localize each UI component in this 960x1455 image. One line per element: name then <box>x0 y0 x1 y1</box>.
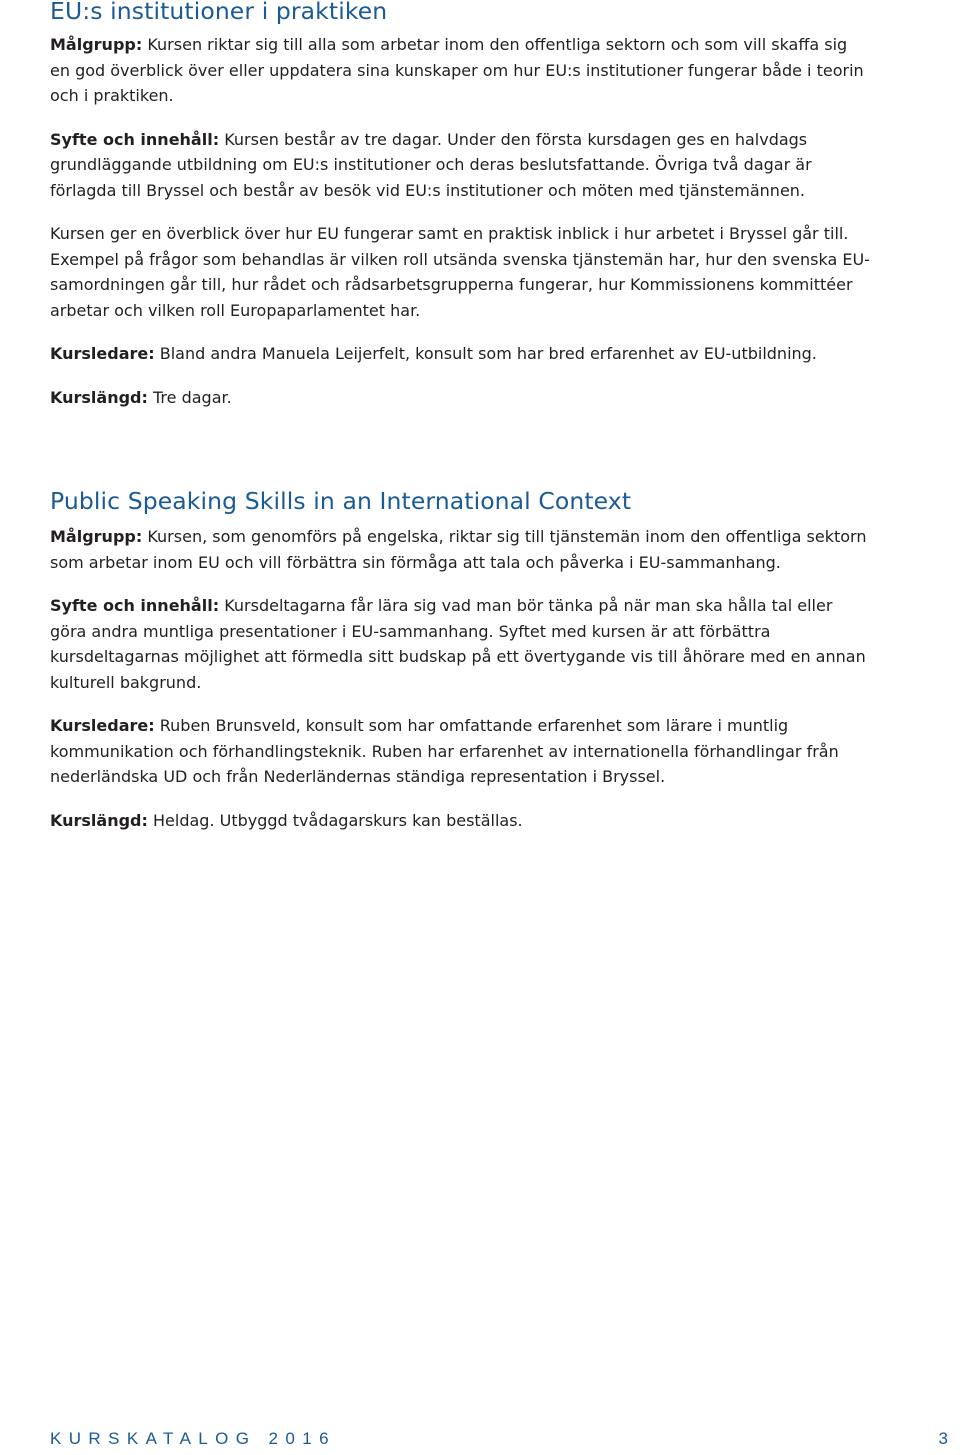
purpose-text: Kursen består av tre dagar. Under den första kursdagen ges en halvdags grundläggande utbildning om EU:s institutioner och deras beslutsfattande. Övriga två dagar är förlagda till Bryssel och består av besök vid EU:s institutioner och möten med tjänstemännen. <box>50 129 812 200</box>
course-title: EU:s institutioner i praktiken <box>50 0 388 25</box>
target-group-text: Kursen, som genomförs på engelska, riktar sig till tjänstemän inom den offentliga sektorn som arbetar inom EU och vill förbättra sin förmåga att tala och påverka i EU-sammanhang. <box>50 527 867 572</box>
footer-catalog-label: KURSKATALOG 2016 <box>50 1429 336 1448</box>
course-leader-label: Kursledare: <box>50 716 155 735</box>
course-leader-text: Ruben Brunsveld, konsult som har omfattande erfarenhet som lärare i muntlig kommunikation och förhandlingsteknik. Ruben har erfarenhet av internationella förhandlingar från nederländska UD och från Nederländernas ständiga representation i Bryssel. <box>50 716 839 786</box>
course-leader-paragraph <box>50 713 870 790</box>
course-leader-paragraph <box>50 341 870 367</box>
course-title: Public Speaking Skills in an International Context <box>50 487 632 515</box>
course-leader-text: Bland andra Manuela Leijerfelt, konsult som har bred erfarenhet av EU-utbildning. <box>159 344 817 363</box>
course-length-label: Kurslängd: <box>50 810 148 830</box>
purpose-label: Syfte och innehåll: <box>50 596 220 615</box>
purpose-paragraph <box>50 593 870 695</box>
course-section-eu-institutions <box>50 0 870 428</box>
course-length-label: Kurslängd: <box>50 387 148 407</box>
target-group-label: Målgrupp: <box>50 35 143 54</box>
course-section-public-speaking <box>50 484 870 851</box>
target-group-paragraph <box>50 524 870 575</box>
course-leader-label: Kursledare: <box>50 344 155 363</box>
target-group-text: Kursen riktar sig till alla som arbetar inom den offentliga sektorn och som vill skaffa sig en god överblick över eller uppdatera sina kunskaper om hur EU:s institutioner fungerar både i teorin och i praktiken. <box>50 35 864 105</box>
purpose-text: Kursdeltagarna får lära sig vad man bör tänka på när man ska hålla tal eller göra andra muntliga presentationer i EU-sammanhang. Syftet med kursen är att förbättra kursdeltagarnas möjlighet att förmedla sitt budskap på ett övertygande vis till åhörare med en annan kulturell bakgrund. <box>50 596 866 692</box>
course-length-paragraph <box>50 808 870 834</box>
course-length-paragraph <box>50 385 870 411</box>
course-length-text: Tre dagar. <box>153 387 232 407</box>
purpose-paragraph <box>50 127 870 204</box>
page-number: 3 <box>938 1429 948 1448</box>
target-group-label: Målgrupp: <box>50 527 143 546</box>
overview-paragraph: Kursen ger en överblick över hur EU fungerar samt en praktisk inblick i hur arbetet i Bryssel går till. Exempel på frågor som behandlas är vilken roll utsända svenska tjänstemän har, hur den svenska EU-samordningen går till, hur rådet och rådsarbetsgrupperna fungerar, hur Kommissionens kommittéer arbetar och vilken roll Europaparlamentet har. <box>50 224 870 320</box>
course-length-text: Heldag. Utbyggd tvådagarskurs kan beställas. <box>153 810 523 830</box>
purpose-label: Syfte och innehåll: <box>50 129 220 149</box>
target-group-paragraph <box>50 32 870 109</box>
